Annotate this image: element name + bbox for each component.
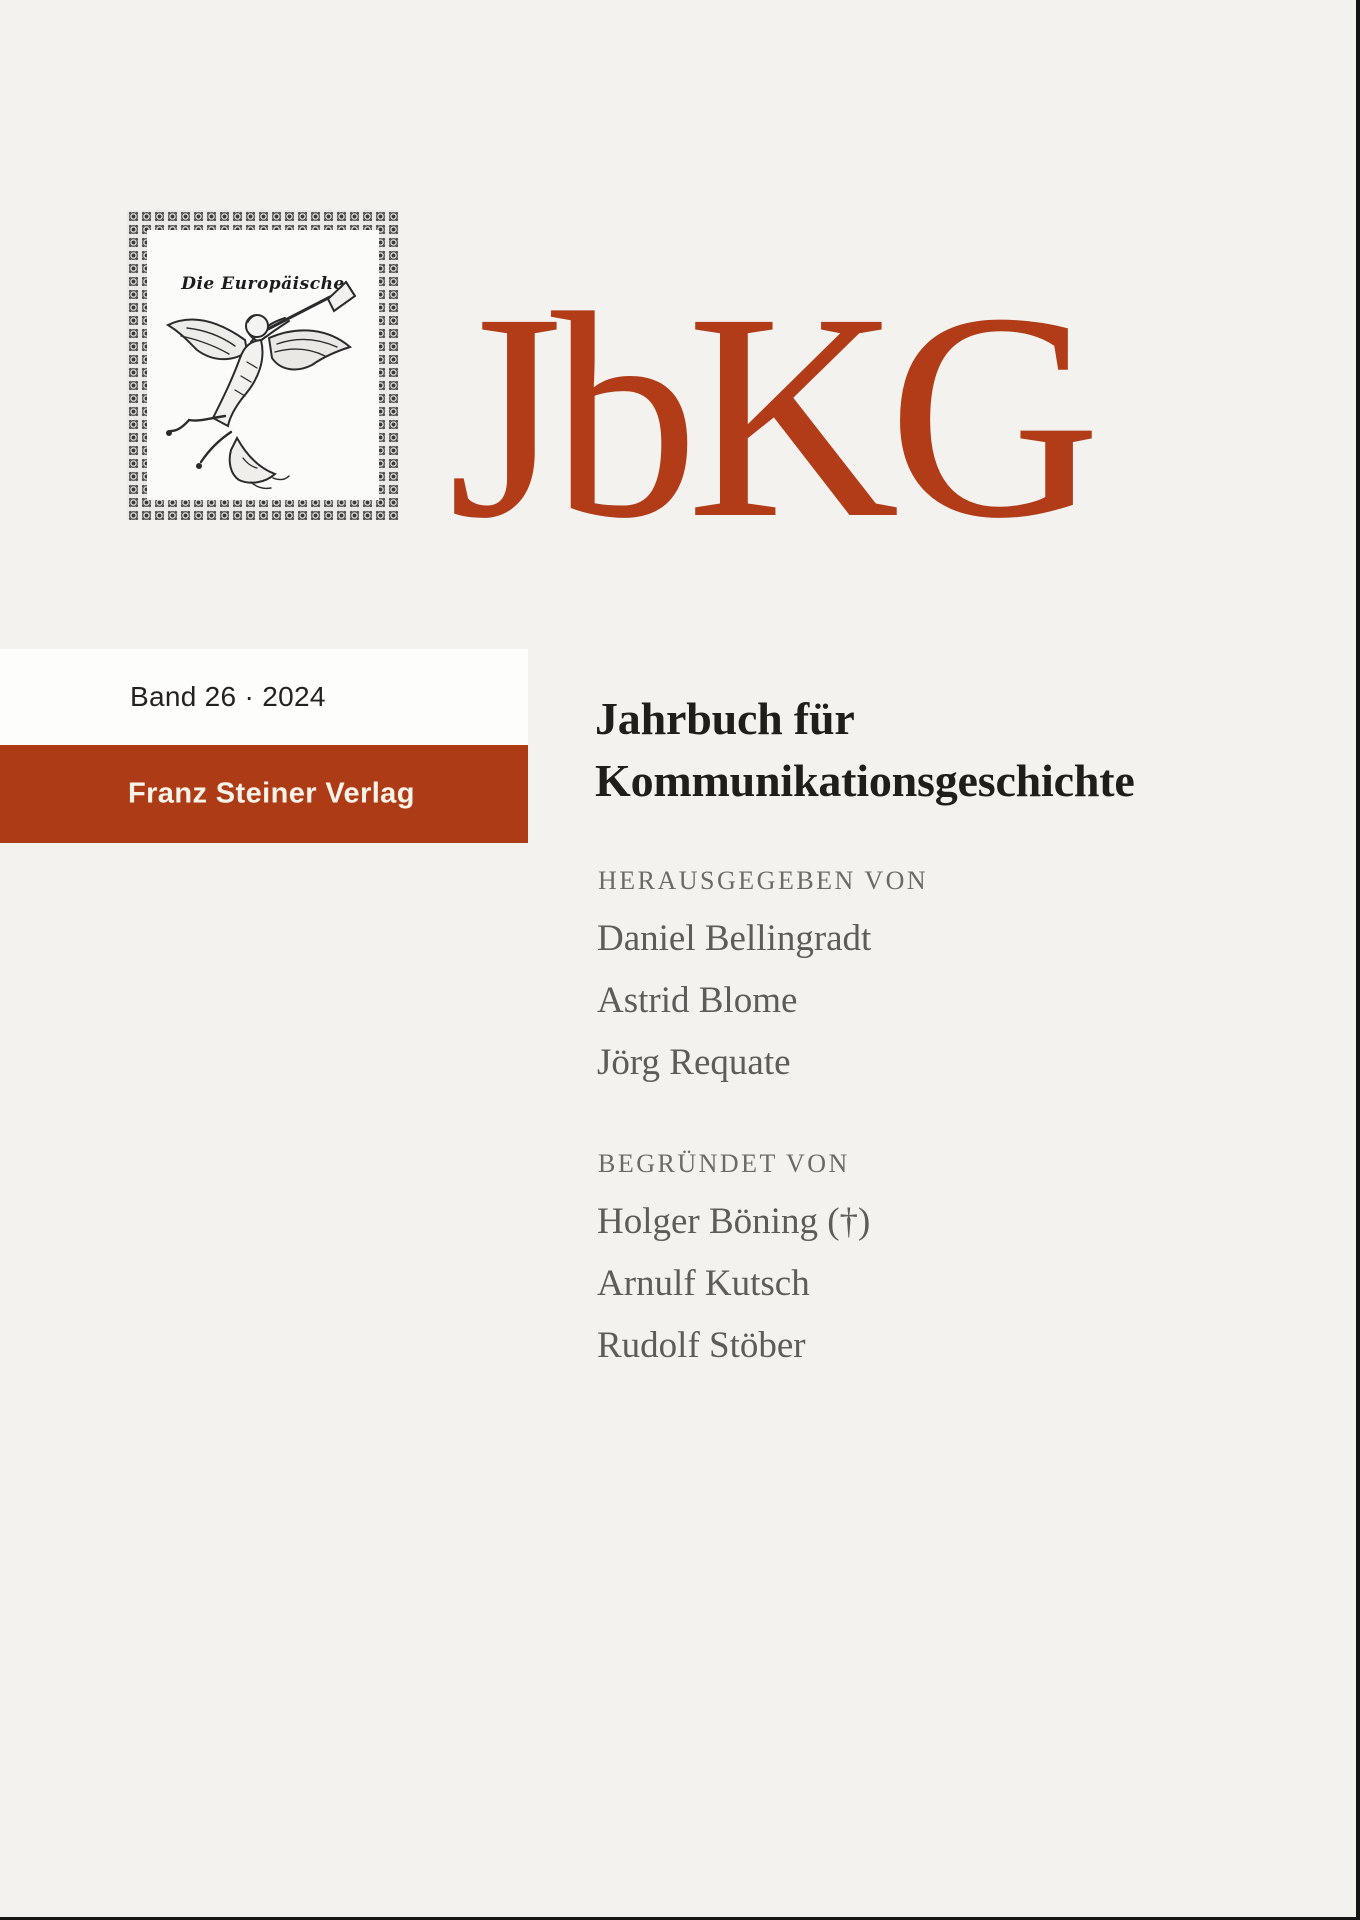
editors-heading: HERAUSGEGEBEN VON bbox=[598, 866, 929, 895]
volume-band bbox=[0, 649, 528, 745]
journal-acronym: JbKG bbox=[448, 252, 1090, 579]
photo-edge-right bbox=[1356, 0, 1360, 1920]
founder-name: Rudolf Stöber bbox=[597, 1325, 806, 1366]
emblem-caption: Die Europäische bbox=[181, 274, 345, 294]
journal-title bbox=[595, 688, 1135, 812]
journal-title-line-2: Kommunikationsgeschichte bbox=[595, 755, 1135, 806]
publisher-name: Franz Steiner Verlag bbox=[128, 777, 415, 810]
founders-list bbox=[597, 1191, 870, 1377]
journal-title-line-1: Jahrbuch für bbox=[595, 693, 855, 744]
publisher-emblem bbox=[127, 210, 399, 520]
editors-list bbox=[597, 908, 871, 1094]
volume-label: Band 26 · 2024 bbox=[130, 681, 326, 712]
founder-name: Arnulf Kutsch bbox=[597, 1263, 810, 1304]
editor-name: Jörg Requate bbox=[597, 1042, 791, 1083]
angel-with-trumpet-icon bbox=[147, 230, 379, 500]
publisher-band bbox=[0, 745, 528, 843]
founder-name: Holger Böning (†) bbox=[597, 1201, 871, 1242]
founders-heading: BEGRÜNDET VON bbox=[598, 1149, 850, 1178]
editor-name: Daniel Bellingradt bbox=[597, 918, 872, 959]
editor-name: Astrid Blome bbox=[597, 980, 798, 1021]
emblem-panel bbox=[147, 230, 379, 500]
